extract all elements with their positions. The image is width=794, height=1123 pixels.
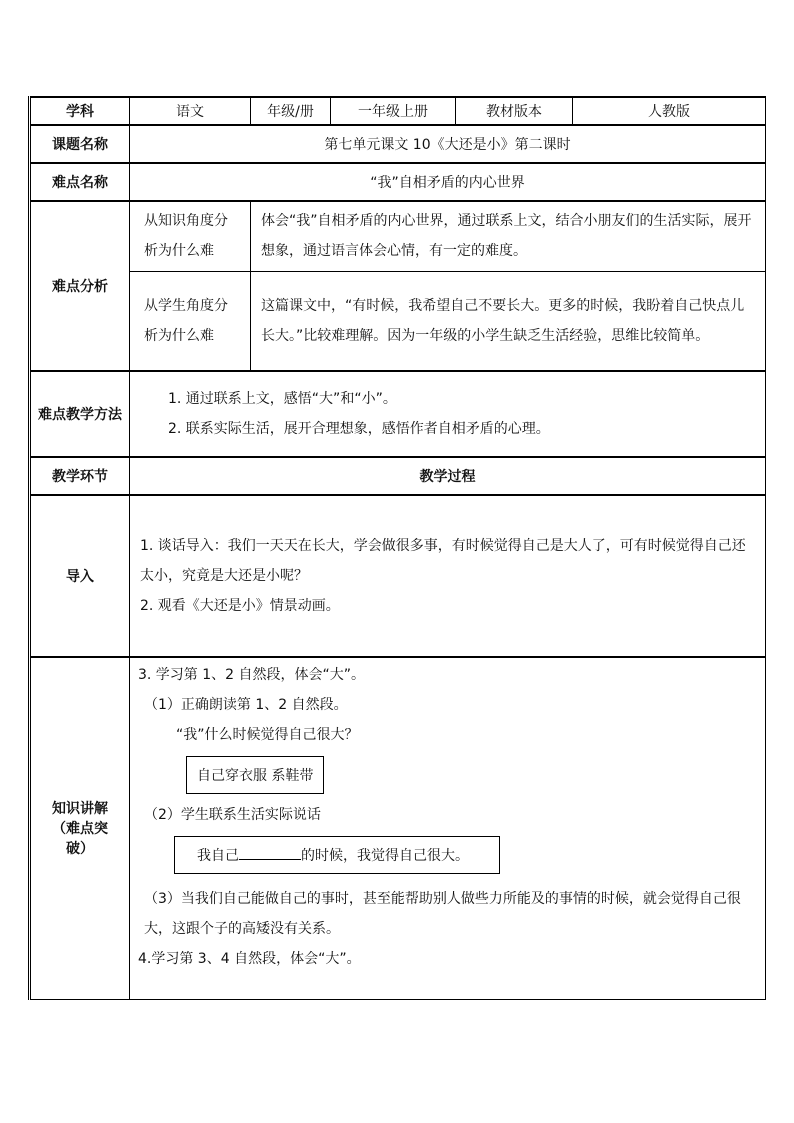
grade-value: 一年级上册 [331, 97, 456, 125]
analysis-row-student [30, 271, 766, 371]
knowledge-content [130, 657, 766, 999]
knowledge-label: 知识讲解（难点突破） [30, 657, 130, 999]
intro-label: 导入 [30, 495, 130, 657]
difficulty-row [30, 163, 766, 201]
knowledge-row [30, 657, 766, 999]
analysis-perspective-knowledge [130, 201, 251, 271]
intro-row [30, 495, 766, 657]
intro-line-1: 1. 谈话导入：我们一天天在长大，学会做很多事，有时候觉得自己是大人了，可有时候觉得自己还太小，究竟是大还是小呢？ [140, 538, 746, 584]
analysis-row-knowledge [30, 201, 766, 271]
method-content [130, 371, 766, 457]
subject-value: 语文 [130, 97, 251, 125]
fill-blank-box [174, 836, 500, 874]
analysis-text-knowledge [251, 201, 766, 271]
knowledge-step-3: 3. 学习第 1、2 自然段，体会“大”。 [138, 667, 366, 683]
grade-label: 年级/册 [251, 97, 331, 125]
subject-label: 学科 [30, 97, 130, 125]
analysis-text-student [251, 271, 766, 371]
analysis-perspective-student [130, 271, 251, 371]
analysis-text-knowledge-p: 体会“我”自相矛盾的内心世界，通过联系上文，结合小朋友们的生活实际，展开想象，通过语言体会心情，有一定的难度。 [261, 213, 752, 260]
topic-label: 课题名称 [30, 125, 130, 163]
intro-line-2: 2. 观看《大还是小》情景动画。 [140, 598, 340, 614]
method-item-1: 1. 通过联系上文，感悟“大”和“小”。 [168, 391, 397, 407]
knowledge-sub-1: （1）正确朗读第 1、2 自然段。 [144, 697, 348, 713]
fill-blank-after: 的时候，我觉得自己很大。 [301, 848, 469, 864]
analysis-label: 难点分析 [30, 201, 130, 371]
difficulty-label: 难点名称 [30, 163, 130, 201]
edition-label: 教材版本 [456, 97, 573, 125]
knowledge-step-4: 4.学习第 3、4 自然段，体会“大”。 [138, 951, 361, 967]
analysis-perspective-student-text: 从学生角度分析为什么难 [144, 297, 228, 344]
difficulty-value: “我”自相矛盾的内心世界 [130, 163, 766, 201]
header-row [30, 97, 766, 125]
method-label: 难点教学方法 [30, 371, 130, 457]
method-item-2: 2. 联系实际生活，展开合理想象，感悟作者自相矛盾的心理。 [168, 421, 550, 437]
knowledge-sub-2: （2）学生联系生活实际说话 [144, 807, 321, 823]
topic-value: 第七单元课文 10《大还是小》第二课时 [130, 125, 766, 163]
fill-blank-line [239, 845, 301, 860]
process-header-row [30, 457, 766, 495]
lesson-plan-table [28, 96, 766, 1000]
knowledge-question: “我”什么时候觉得自己很大？ [176, 727, 359, 743]
process-step-header: 教学环节 [30, 457, 130, 495]
analysis-perspective-knowledge-text: 从知识角度分析为什么难 [144, 213, 228, 260]
process-content-header: 教学过程 [130, 457, 766, 495]
answer-box-clothes: 自己穿衣服 系鞋带 [186, 756, 324, 794]
method-row [30, 371, 766, 457]
analysis-text-student-p: 这篇课文中，“有时候，我希望自己不要长大。更多的时候，我盼着自己快点儿长大。”比较难理解。因为一年级的小学生缺乏生活经验，思维比较简单。 [261, 297, 745, 344]
topic-row [30, 125, 766, 163]
edition-value: 人教版 [573, 97, 766, 125]
fill-blank-before: 我自己 [197, 848, 239, 864]
knowledge-sub-3: （3）当我们自己能做自己的事时，甚至能帮助别人做些力所能及的事情的时候，就会觉得自己很大，这跟个子的高矮没有关系。 [144, 891, 741, 937]
intro-content [130, 495, 766, 657]
